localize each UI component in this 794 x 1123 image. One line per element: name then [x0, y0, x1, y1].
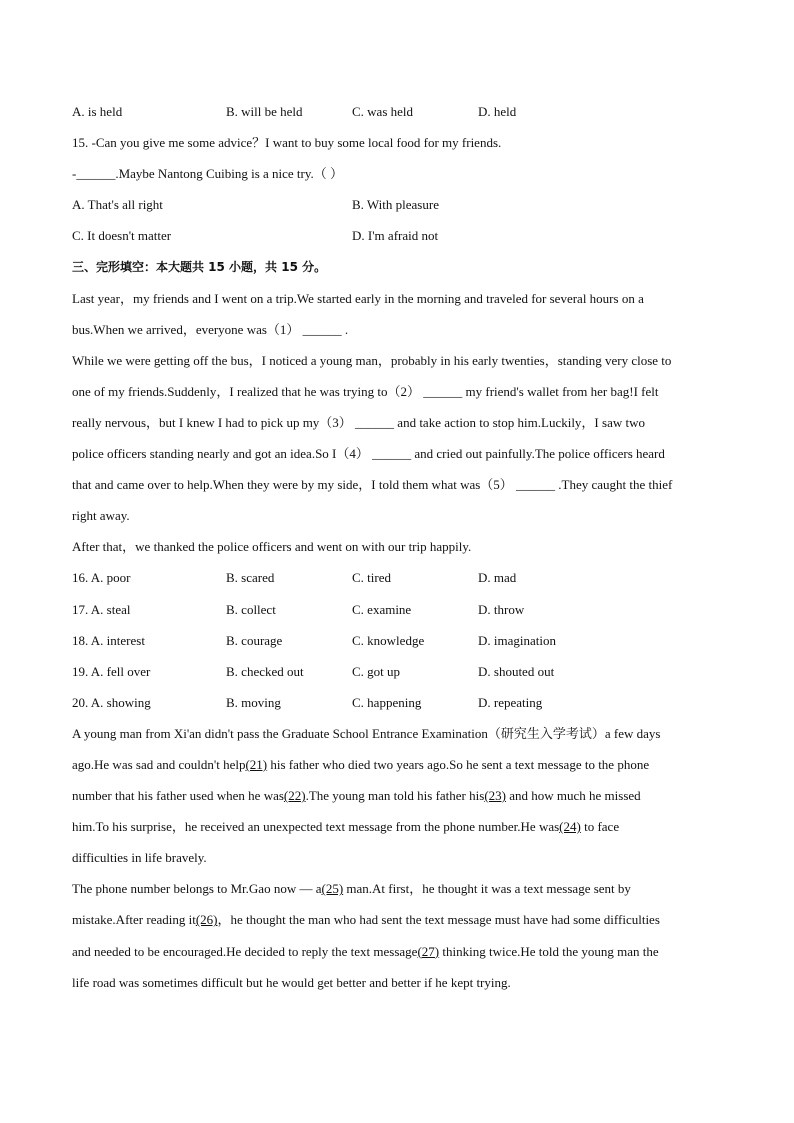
option-b: B. scared: [226, 570, 275, 586]
option-a: 16. A. poor: [72, 570, 131, 586]
q15-stem: 15. -Can you give me some advice？I want to buy some local food for my friends.: [72, 135, 502, 151]
text: to face: [580, 819, 620, 835]
option-c: C. examine: [352, 601, 412, 617]
option-c: C. got up: [352, 663, 401, 679]
q15-options-row1: [72, 194, 724, 225]
q18-options: [72, 630, 724, 661]
option-c: C. knowledge: [352, 632, 425, 648]
q14-options: [72, 101, 724, 132]
q20-options: [72, 692, 724, 723]
text: man.At first，he thought it was a text message sent by: [343, 881, 631, 897]
text: The phone number belongs to Mr.Gao now — a: [72, 881, 322, 897]
option-b: B. checked out: [226, 663, 304, 679]
passage1-line: bus.When we arrived，everyone was（1） ______ .: [72, 321, 349, 337]
option-d: D. throw: [478, 601, 525, 617]
option-c: C. tired: [352, 570, 391, 586]
option-d: D. imagination: [478, 632, 556, 648]
option-d: D. I'm afraid not: [352, 228, 439, 244]
text: .The young man told his father his: [305, 788, 485, 804]
page-content: [72, 101, 724, 1003]
q16-options: [72, 567, 724, 598]
blank-24: (24): [559, 819, 581, 835]
blank-26: (26): [195, 912, 218, 928]
blank-21: (21): [245, 756, 268, 772]
option-a: 20. A. showing: [72, 694, 151, 710]
option-d: D. mad: [478, 570, 517, 586]
passage1-line: While we were getting off the bus，I noticed a young man，probably in his early twenties，standing very close to: [72, 352, 672, 368]
text: ago.He was sad and couldn't help: [72, 756, 246, 772]
option-b: B. collect: [226, 601, 276, 617]
option-b: B. With pleasure: [352, 197, 439, 213]
passage1-line: really nervous，but I knew I had to pick up my（3） ______ and take action to stop him.Luckily，I saw two: [72, 414, 645, 430]
passage2-line: difficulties in life bravely.: [72, 850, 207, 866]
text: thinking twice.He told the young man the: [439, 943, 659, 959]
blank-23: (23): [484, 788, 506, 804]
passage1-line: right away.: [72, 508, 130, 524]
passage2-line: life road was sometimes difficult but he would get better and better if he kept trying.: [72, 974, 511, 990]
option-a: 19. A. fell over: [72, 663, 151, 679]
option-d: D. shouted out: [478, 663, 555, 679]
passage2-line: [72, 785, 724, 816]
option-c: C. happening: [352, 694, 422, 710]
passage2-line: [72, 878, 724, 909]
option-b: B. courage: [226, 632, 283, 648]
passage1-line: one of my friends.Suddenly，I realized that he was trying to（2） ______ my friend's wallet from her bag!I felt: [72, 383, 659, 399]
passage2-line: [72, 909, 724, 940]
text: his father who died two years ago.So he sent a text message to the phone: [267, 756, 650, 772]
q15-options-row2: [72, 225, 724, 256]
passage1-line: that and came over to help.When they were by my side，I told them what was（5） ______ .They caught the thief: [72, 477, 673, 493]
text: mistake.After reading it: [72, 912, 196, 928]
option-a: A. is held: [72, 104, 123, 119]
text: and needed to be encouraged.He decided to reply the text message: [72, 943, 418, 959]
passage1-line: police officers standing nearly and got an idea.So I（4） ______ and cried out painfully.The police officers heard: [72, 446, 665, 462]
option-c: C. was held: [352, 104, 414, 119]
q15-blank: -______.Maybe Nantong Cuibing is a nice try.（ ）: [72, 166, 344, 182]
passage2-line: A young man from Xi'an didn't pass the Graduate School Entrance Examination（研究生入学考试）a few days: [72, 725, 661, 741]
passage2-line: [72, 816, 724, 847]
passage2-line: [72, 754, 724, 785]
q17-options: [72, 599, 724, 630]
option-b: B. moving: [226, 694, 281, 710]
option-d: D. repeating: [478, 694, 543, 710]
option-a: 18. A. interest: [72, 632, 145, 648]
passage2-line: [72, 941, 724, 972]
text: ，he thought the man who had sent the text message must have had some difficulties: [217, 912, 660, 928]
passage1-line: After that，we thanked the police officers and went on with our trip happily.: [72, 539, 472, 555]
blank-25: (25): [321, 881, 344, 897]
option-a: A. That's all right: [72, 197, 163, 213]
option-a: 17. A. steal: [72, 601, 131, 617]
option-c: C. It doesn't matter: [72, 228, 172, 244]
blank-22: (22): [283, 788, 306, 804]
passage1-line: Last year，my friends and I went on a trip.We started early in the morning and traveled for several hours on a: [72, 290, 644, 306]
option-b: B. will be held: [226, 104, 303, 119]
section-heading: 三、完形填空：本大题共 15 小题，共 15 分。: [72, 260, 327, 275]
text: number that his father used when he was: [72, 788, 284, 804]
blank-27: (27): [417, 943, 440, 959]
text: and how much he missed: [505, 788, 641, 804]
q19-options: [72, 661, 724, 692]
option-d: D. held: [478, 104, 517, 119]
text: him.To his surprise，he received an unexpected text message from the phone number.He was: [72, 819, 560, 835]
